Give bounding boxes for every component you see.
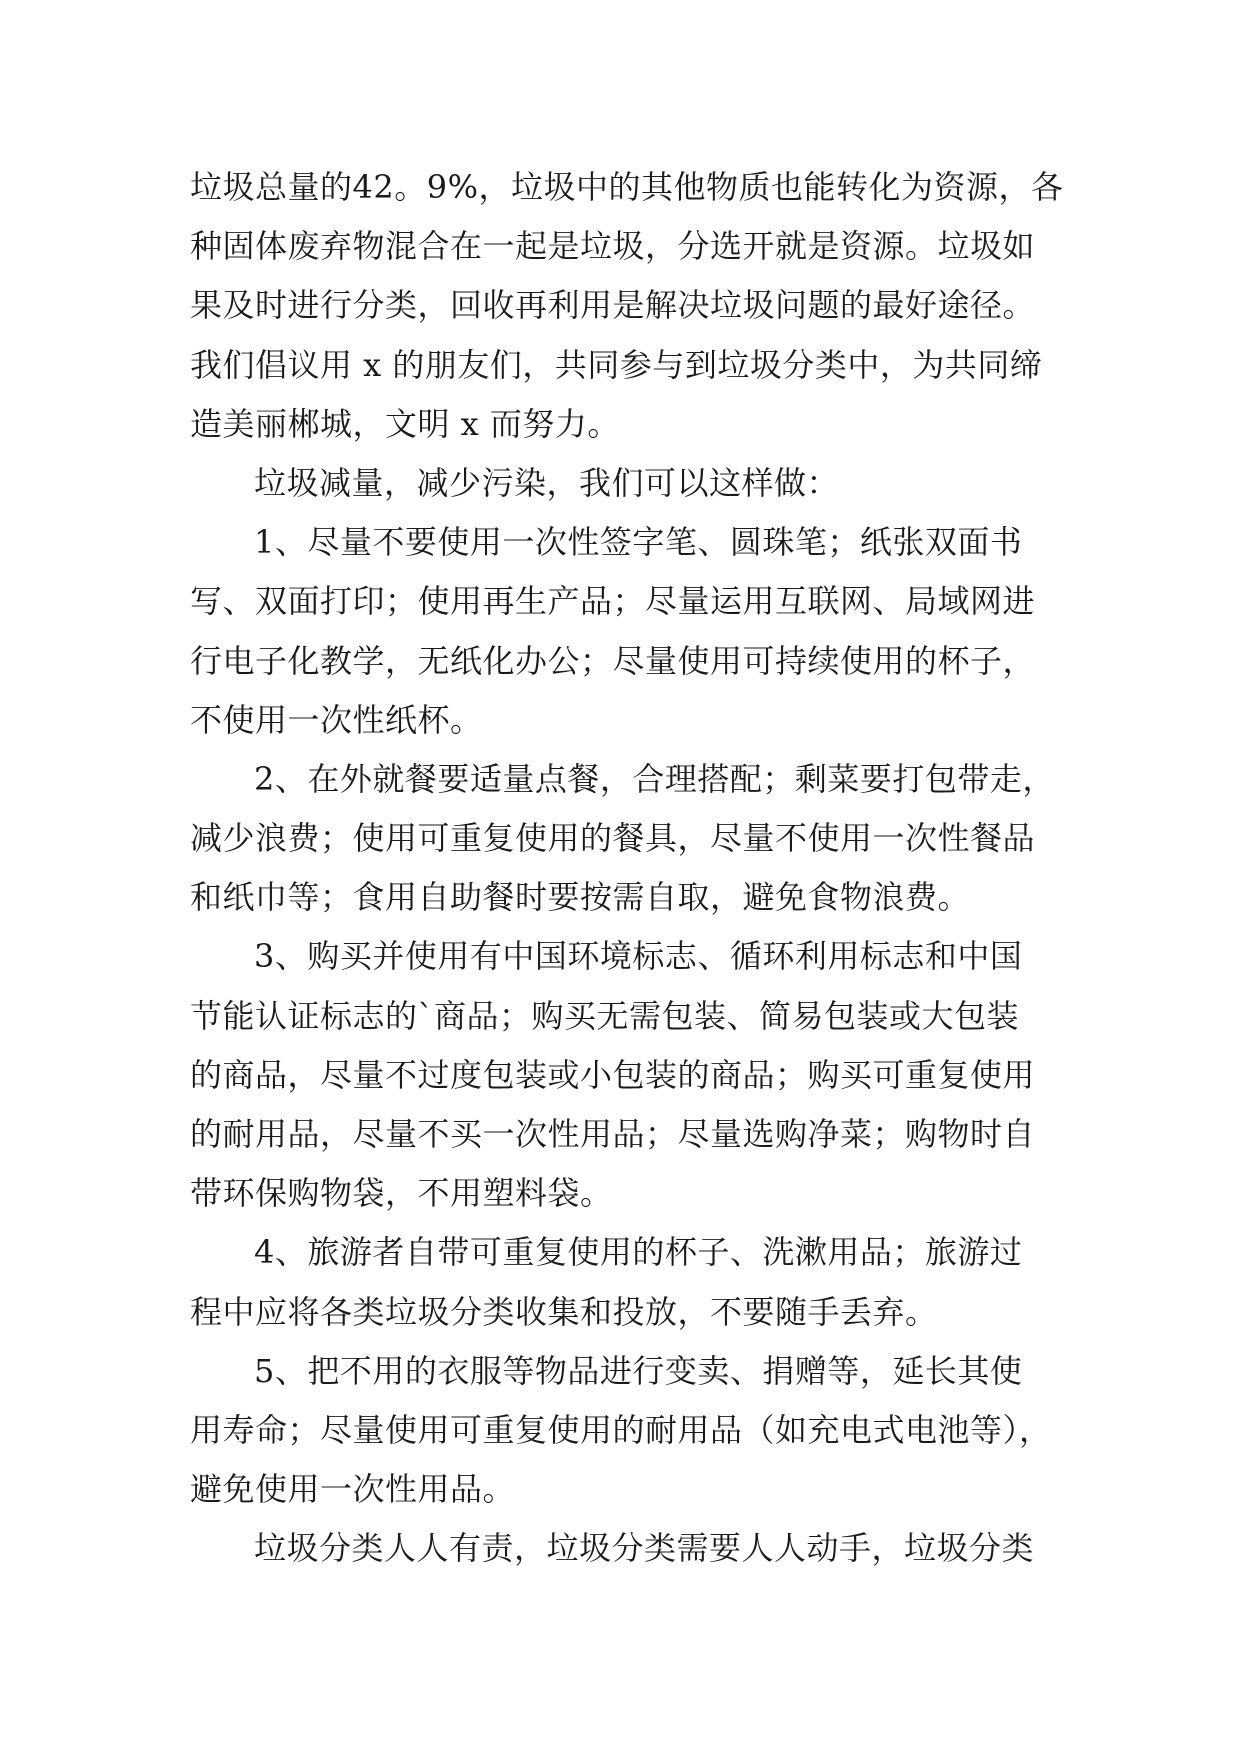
paragraph-item-2 [190,750,1070,928]
text-line: 1、尽量不要使用一次性签字笔、圆珠笔；纸张双面书 [254,523,1023,562]
text-line: 行电子化教学，无纸化办公；尽量使用可持续使用的杯子， [190,641,1036,680]
text-line: 垃圾分类人人有责，垃圾分类需要人人动手，垃圾分类 [254,1529,1035,1568]
text-line: 减少浪费；使用可重复使用的餐具，尽量不使用一次性餐品 [190,819,1036,858]
text-line: 写、双面打印；使用再生产品；尽量运用互联网、局域网进 [190,582,1036,621]
text-line: 4、旅游者自带可重复使用的杯子、洗漱用品；旅游过 [254,1233,1023,1272]
document-body [190,158,1070,1579]
text-line: 造美丽郴城，文明 x 而努力。 [190,404,620,443]
text-line: 我们倡议用 x 的朋友们，共同参与到垃圾分类中，为共同缔 [190,345,1043,384]
text-line: 节能认证标志的`商品；购买无需包装、简易包装或大包装 [190,996,1020,1035]
text-line: 垃圾减量，减少污染，我们可以这样做： [254,463,840,502]
paragraph-item-5 [190,1342,1070,1520]
text-line: 带环保购物袋，不用塑料袋。 [190,1174,613,1213]
paragraph-closing [190,1519,1070,1578]
text-line: 用寿命；尽量使用可重复使用的耐用品（如充电式电池等）， [190,1410,1052,1449]
text-line: 2、在外就餐要适量点餐，合理搭配；剩菜要打包带走， [254,759,1055,798]
text-line: 程中应将各类垃圾分类收集和投放，不要随手丢弃。 [190,1292,938,1331]
text-line: 5、把不用的衣服等物品进行变卖、捐赠等，延长其使 [254,1351,1023,1390]
text-line: 的耐用品，尽量不买一次性用品；尽量选购净菜；购物时自 [190,1115,1036,1153]
text-line: 的商品，尽量不过度包装或小包装的商品；购买可重复使用 [190,1055,1036,1094]
paragraph-intro [190,158,1070,454]
text-line: 果及时进行分类，回收再利用是解决垃圾问题的最好途径。 [190,286,1036,325]
text-line: 种固体废弃物混合在一起是垃圾，分选开就是资源。垃圾如 [190,227,1036,266]
text-line: 避免使用一次性用品。 [190,1470,516,1509]
paragraph-item-1 [190,513,1070,750]
text-line: 不使用一次性纸杯。 [190,700,483,739]
paragraph-item-3 [190,927,1070,1223]
paragraph-reduce-heading [190,454,1070,513]
text-line: 垃圾总量的42。9%，垃圾中的其他物质也能转化为资源，各 [190,168,1064,206]
text-line: 3、购买并使用有中国环境标志、循环利用标志和中国 [254,937,1023,976]
paragraph-item-4 [190,1223,1070,1341]
text-line: 和纸巾等；食用自助餐时要按需自取，避免食物浪费。 [190,878,971,917]
